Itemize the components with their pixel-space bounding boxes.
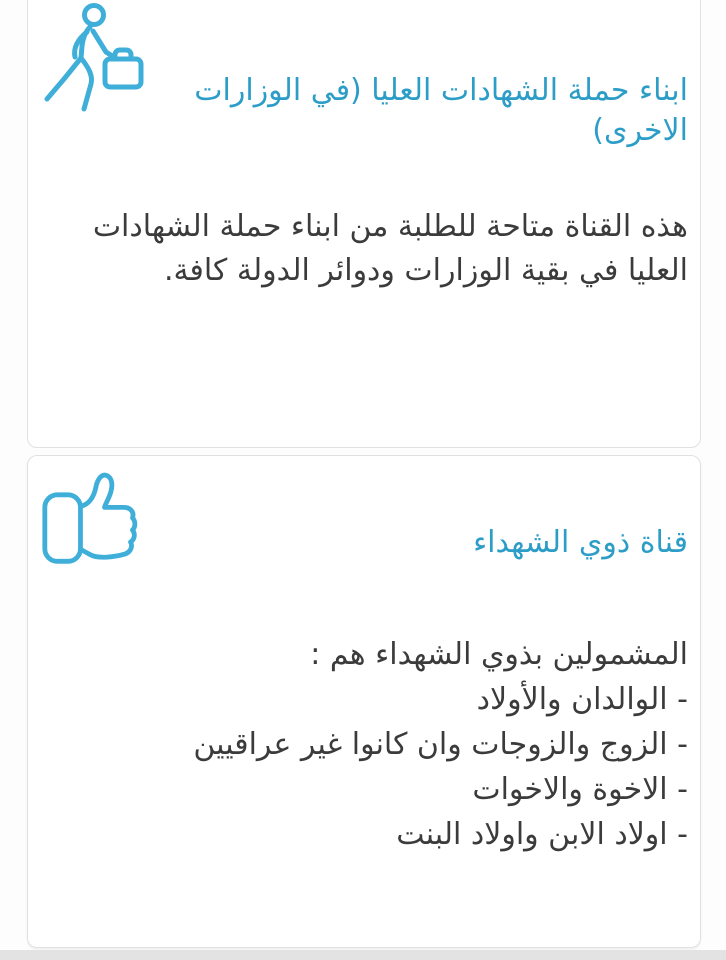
thumbs-up-icon — [40, 466, 146, 568]
list-item: - الزوج والزوجات وان كانوا غير عراقيين — [193, 727, 688, 762]
card-degree-holders-channel — [27, 0, 701, 448]
card-description: هذه القناة متاحة للطلبة من ابناء حملة الشهادات العليا في بقية الوزارات ودوائر الدولة كافة. — [92, 209, 688, 288]
page-background-strip — [0, 950, 726, 960]
list-item: - الوالدان والأولاد — [476, 682, 688, 717]
list-item: - الاخوة والاخوات — [472, 772, 688, 807]
list-item: - اولاد الابن واولاد البنت — [396, 817, 688, 852]
card-martyrs-families-channel — [27, 455, 701, 948]
card-title: قناة ذوي الشهداء — [473, 525, 688, 560]
list-intro: المشمولين بذوي الشهداء هم : — [310, 637, 688, 672]
card-description — [58, 632, 688, 857]
card-title: ابناء حملة الشهادات العليا (في الوزارات الاخرى) — [194, 73, 688, 148]
